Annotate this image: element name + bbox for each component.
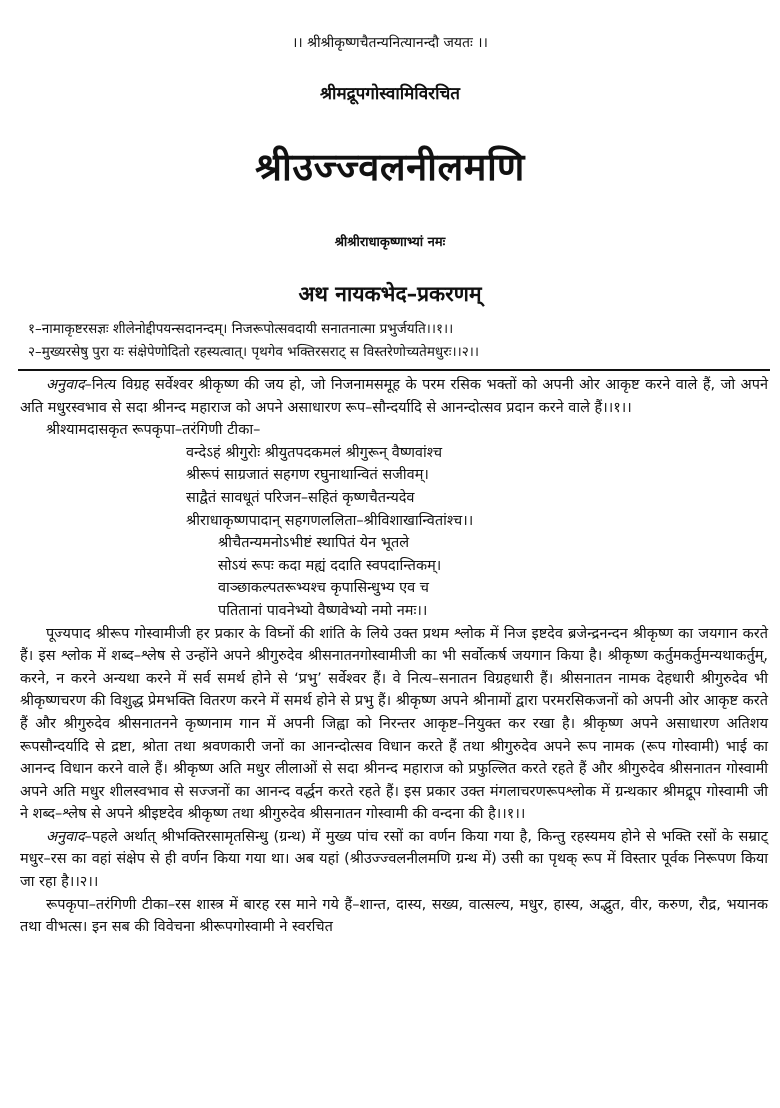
poem-line: वन्देऽहं श्रीगुरोः श्रीयुतपदकमलं श्रीगुरून् वैष्णवांश्च xyxy=(186,444,443,461)
anuvad-text: –नित्य विग्रह सर्वेश्वर श्रीकृष्ण की जय हो, जो निजनामसमूह के परम रसिक भक्तों को अपनी ओर आकृष्ट करने वाले हैं, जो अपने अति मधुरस्वभाव से सदा श्रीनन्द महाराज को अपने असाधारण रूप–सौन्दर्यादि से आनन्दोत्सव प्रदान करने वाले हैं।।१।। xyxy=(20,377,768,416)
translation-body xyxy=(20,374,768,939)
tika-poem xyxy=(20,442,768,623)
tika-heading: श्रीश्यामदासकृत रूपकृपा–तरंगिणी टीका– xyxy=(46,422,261,439)
tika-paragraph-2: रूपकृपा–तरंगिणी टीका–रस शास्त्र में बारह रस माने गये हैं–शान्त, दास्य, सख्य, वात्सल्य, मधुर, हास्य, अद्भुत, वीर, करुण, रौद्र, भयानक तथा वीभत्स। इन सब की विवेचना श्रीरूपगोस्वामी ने स्वरचित xyxy=(20,896,768,936)
poem-line: सोऽयं रूपः कदा मह्यं ददाति स्वपदान्तिकम्। xyxy=(218,557,442,574)
anuvad-label: अनुवाद xyxy=(46,828,85,845)
invocation-line: ।। श्रीश्रीकृष्णचैतन्यनित्यानन्दौ जयतः ।। xyxy=(292,35,488,51)
poem-line: श्रीचैतन्यमनोऽभीष्टं स्थापितं येन भूतले xyxy=(218,535,410,552)
verse-1: १–नामाकृष्टरसज्ञः शीलेनोद्दीपयन्सदानन्दम्। निजरूपोत्सवदायी सनातनात्मा प्रभुर्जयति।।१।। xyxy=(28,321,454,337)
translation-paragraph-2 xyxy=(20,826,768,894)
poem-line: श्रीराधाकृष्णपादान् सहगणललिता–श्रीविशाखान्वितांश्च।। xyxy=(186,512,474,529)
verse-2: २–मुख्यरसेषु पुरा यः संक्षेपेणोदितो रहस्यत्वात्। पृथगेव भक्तिरसराट् स विस्तरेणोच्यतेमधुरः।।२।। xyxy=(28,344,479,360)
sanskrit-verses xyxy=(28,318,768,364)
section-divider xyxy=(18,369,770,371)
poem-line: साद्वैतं सावधूतं परिजन–सहितं कृष्णचैतन्यदेव xyxy=(186,489,415,506)
poem-line: पतितानां पावनेभ्यो वैष्णवेभ्यो नमो नमः।। xyxy=(218,602,428,619)
author-line: श्रीमद्रूपगोस्वामिविरचित xyxy=(320,84,460,104)
poem-line: वाञ्छाकल्पतरूभ्यश्च कृपासिन्धुभ्य एव च xyxy=(218,580,430,597)
anuvad-text: –पहले अर्थात् श्रीभक्तिरसामृतसिन्धु (ग्रन्थ) में मुख्य पांच रसों का वर्णन किया गया है, किन्तु रहस्यमय होने से भक्ति रसों के सम्राट् मधुर–रस का वहां संक्षेप से ही वर्णन किया गया था। अब यहां (श्रीउज्ज्वलनीलमणि ग्रन्थ में) उसी का पृथक् रूप में विस्तार पूर्वक निरूपण किया जा रहा है।।२।। xyxy=(20,828,768,891)
anuvad-label: अनुवाद xyxy=(46,377,85,393)
commentary-paragraph: पूज्यपाद श्रीरूप गोस्वामीजी हर प्रकार के विघ्नों की शांति के लिये उक्त प्रथम श्लोक में निज इष्टदेव ब्रजेन्द्रनन्दन श्रीकृष्ण का जयगान करते हैं। इस श्लोक में शब्द–श्लेष से उन्होंने अपने श्रीगुरुदेव श्रीसनातनगोस्वामीजी का भी सर्वोत्कर्ष जयगान किया है। श्रीकृष्ण कर्तुमकर्तुमन्यथाकर्तुम्, करने, न करने अन्यथा करने में सर्व समर्थ होने से ‘प्रभु’ सर्वेश्वर हैं। वे नित्य–सनातन विग्रहधारी हैं। श्रीसनातन नामक देहधारी श्रीगुरुदेव भी श्रीकृष्णचरण की विशुद्ध प्रेमभक्ति वितरण करने में समर्थ होने से प्रभु हैं। श्रीकृष्ण अपने श्रीनामों द्वारा परमरसिकजनों को अपनी ओर आकृष्ट करते हैं और श्रीगुरुदेव श्रीसनातनने कृष्णनाम गान में अपनी जिह्वा को निरन्तर आकृष्ट–नियुक्त कर रखा है। श्रीकृष्ण अपने असाधारण अतिशय रूपसौन्दर्यादि से द्रष्टा, श्रोता तथा श्रवणकारी जनों का आनन्दोत्सव विधान करते हैं तथा श्रीगुरुदेव अपने रूप नामक (रूप गोस्वामी) भाई का आनन्द विधान करने वाले हैं। श्रीकृष्ण अति मधुर लीलाओं से सदा श्रीनन्द महाराज को प्रफुल्लित करते रहते हैं और श्रीगुरुदेव श्रीसनातन गोस्वामी अपने अति मधुर शीलस्वभाव से सज्जनों का आनन्द वर्द्धन करते रहते हैं। इस प्रकार उक्त मंगलाचरणरूपश्लोक में ग्रन्थकार श्रीमद्रूप गोस्वामी जी ने शब्द–श्लेष से अपने श्रीइष्टदेव श्रीकृष्ण तथा श्रीगुरुदेव श्रीसनातन गोस्वामी की वन्दना की है।।१।। xyxy=(20,625,768,823)
translation-paragraph-1 xyxy=(20,374,768,419)
salutation-line: श्रीश्रीराधाकृष्णाभ्यां नमः xyxy=(334,235,446,250)
chapter-heading: अथ नायकभेद–प्रकरणम् xyxy=(298,282,482,306)
book-title: श्रीउज्ज्वलनीलमणि xyxy=(255,145,525,189)
poem-line: श्रीरूपं साग्रजातं सहगण रघुनाथान्वितं सजीवम्। xyxy=(186,467,429,484)
